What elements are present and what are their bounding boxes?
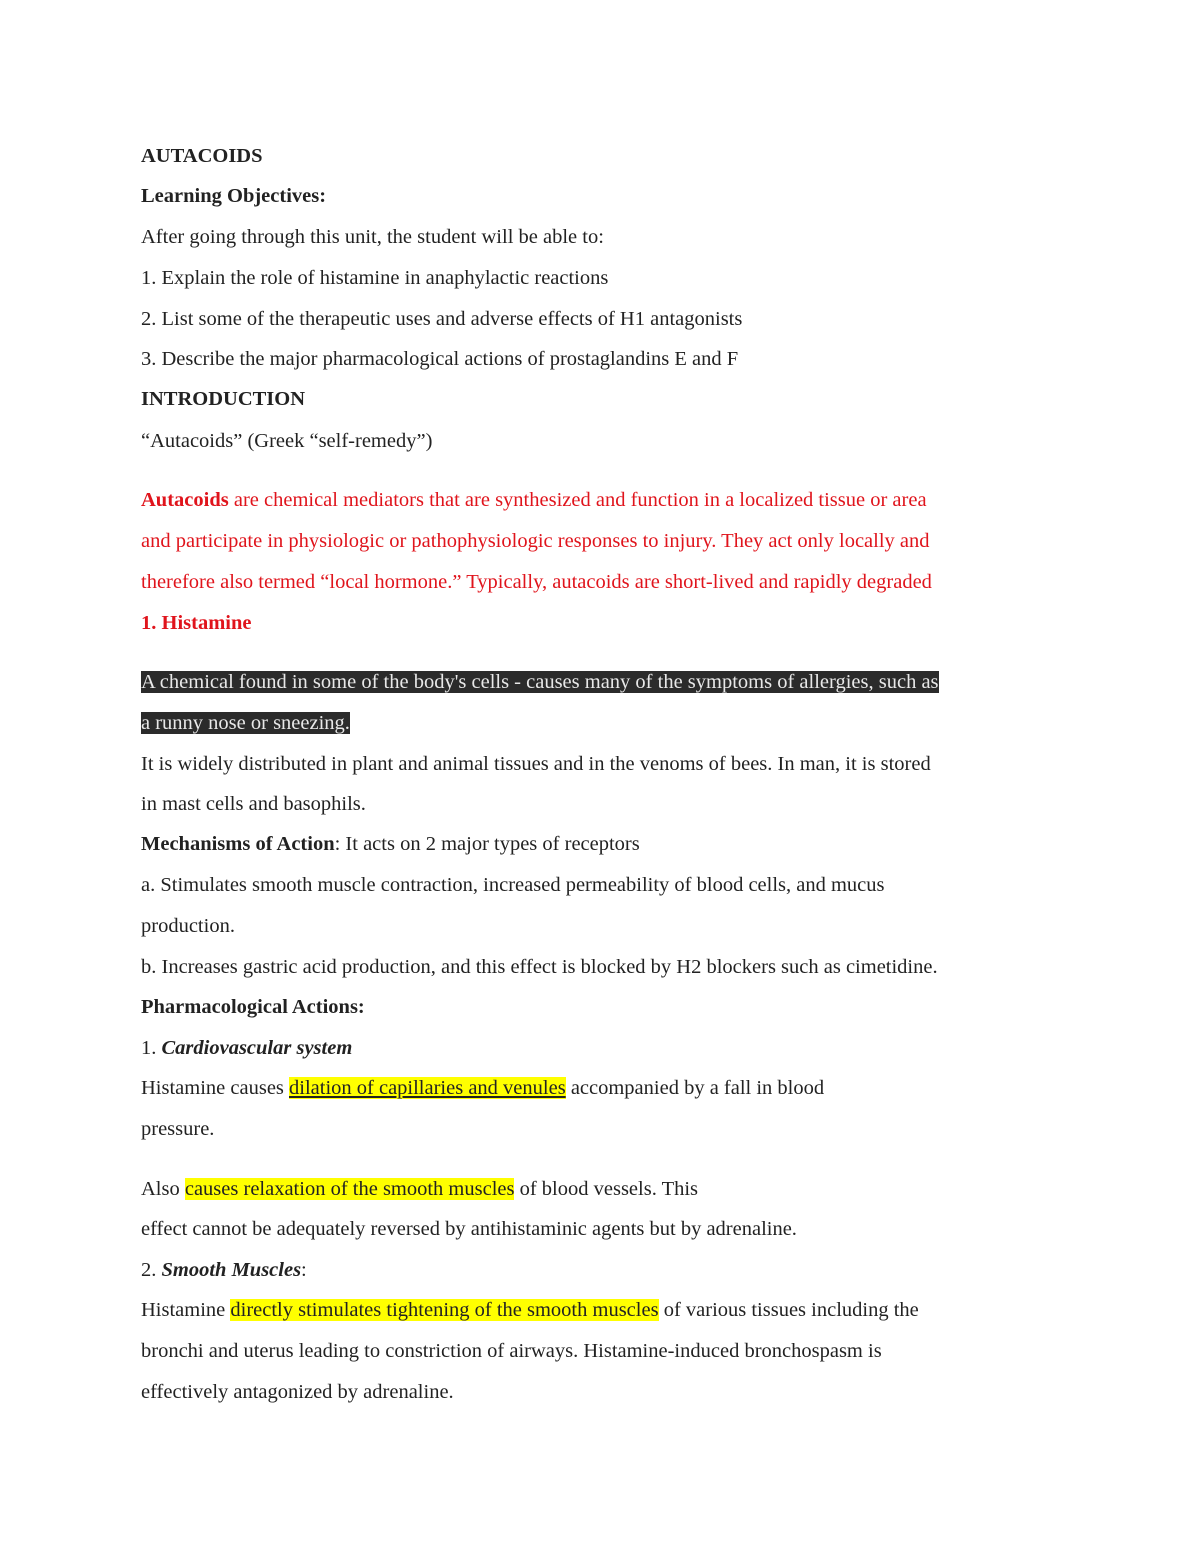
mechanism-a-line-2: production. — [141, 915, 235, 937]
highlighted-text: causes relaxation of the smooth muscles — [184, 1178, 515, 1200]
mechanism-a-line-1: a. Stimulates smooth muscle contraction, increased permeability of blood cells, and mucus — [141, 874, 885, 896]
objective-item: 2. List some of the therapeutic uses and adverse effects of H1 antagonists — [141, 308, 743, 330]
definition-line-2: and participate in physiologic or pathophysiologic responses to injury. They act only locally and — [141, 530, 930, 552]
introduction-heading: INTRODUCTION — [141, 388, 306, 410]
highlighted-text: directly stimulates tightening of the smooth muscles — [230, 1299, 659, 1321]
highlighted-text: dilation of capillaries and venules — [289, 1077, 566, 1099]
objective-item: 3. Describe the major pharmacological actions of prostaglandins E and F — [141, 348, 739, 370]
mechanism-line: Mechanisms of Action: It acts on 2 major types of receptors — [141, 833, 640, 855]
smooth-muscles-line-3: effectively antagonized by adrenaline. — [141, 1381, 454, 1403]
greek-origin: “Autacoids” (Greek “self-remedy”) — [141, 430, 433, 452]
cardiovascular-heading: 1. Cardiovascular system — [141, 1037, 353, 1059]
mechanism-label: Mechanisms of Action — [141, 833, 335, 855]
cardiovascular-para-2-line-1: Also causes relaxation of the smooth muscles of blood vessels. This — [141, 1178, 699, 1200]
mechanism-b: b. Increases gastric acid production, and this effect is blocked by H2 blockers such as cimetidine. — [141, 956, 938, 978]
cardiovascular-para-1-line-1: Histamine causes dilation of capillaries and venules accompanied by a fall in blood — [141, 1077, 825, 1099]
distribution-line-1: It is widely distributed in plant and animal tissues and in the venoms of bees. In man, it is stored — [141, 753, 931, 775]
definition-term: Autacoids — [141, 489, 229, 511]
histamine-highlight-line-2: a runny nose or sneezing. — [141, 712, 350, 734]
objectives-intro: After going through this unit, the student will be able to: — [141, 226, 604, 248]
histamine-heading: 1. Histamine — [141, 612, 252, 634]
histamine-highlight-line-1: A chemical found in some of the body's cells - causes many of the symptoms of allergies, such as — [141, 671, 939, 693]
pharmacological-heading: Pharmacological Actions: — [141, 996, 365, 1018]
distribution-line-2: in mast cells and basophils. — [141, 793, 366, 815]
smooth-muscles-line-2: bronchi and uterus leading to constriction of airways. Histamine-induced bronchospasm is — [141, 1340, 882, 1362]
cardiovascular-para-2-line-2: effect cannot be adequately reversed by antihistaminic agents but by adrenaline. — [141, 1218, 797, 1240]
smooth-muscles-heading: 2. Smooth Muscles: — [141, 1259, 307, 1281]
smooth-muscles-line-1: Histamine directly stimulates tightening of the smooth muscles of various tissues including the — [141, 1299, 919, 1321]
definition-line-1: Autacoids are chemical mediators that are synthesized and function in a localized tissue or area — [141, 489, 927, 511]
definition-line-3: therefore also termed “local hormone.” Typically, autacoids are short-lived and rapidly degraded — [141, 571, 932, 593]
cardiovascular-para-1-line-2: pressure. — [141, 1118, 215, 1140]
objective-item: 1. Explain the role of histamine in anaphylactic reactions — [141, 267, 609, 289]
objectives-heading: Learning Objectives: — [141, 185, 327, 207]
doc-title: AUTACOIDS — [141, 145, 263, 167]
